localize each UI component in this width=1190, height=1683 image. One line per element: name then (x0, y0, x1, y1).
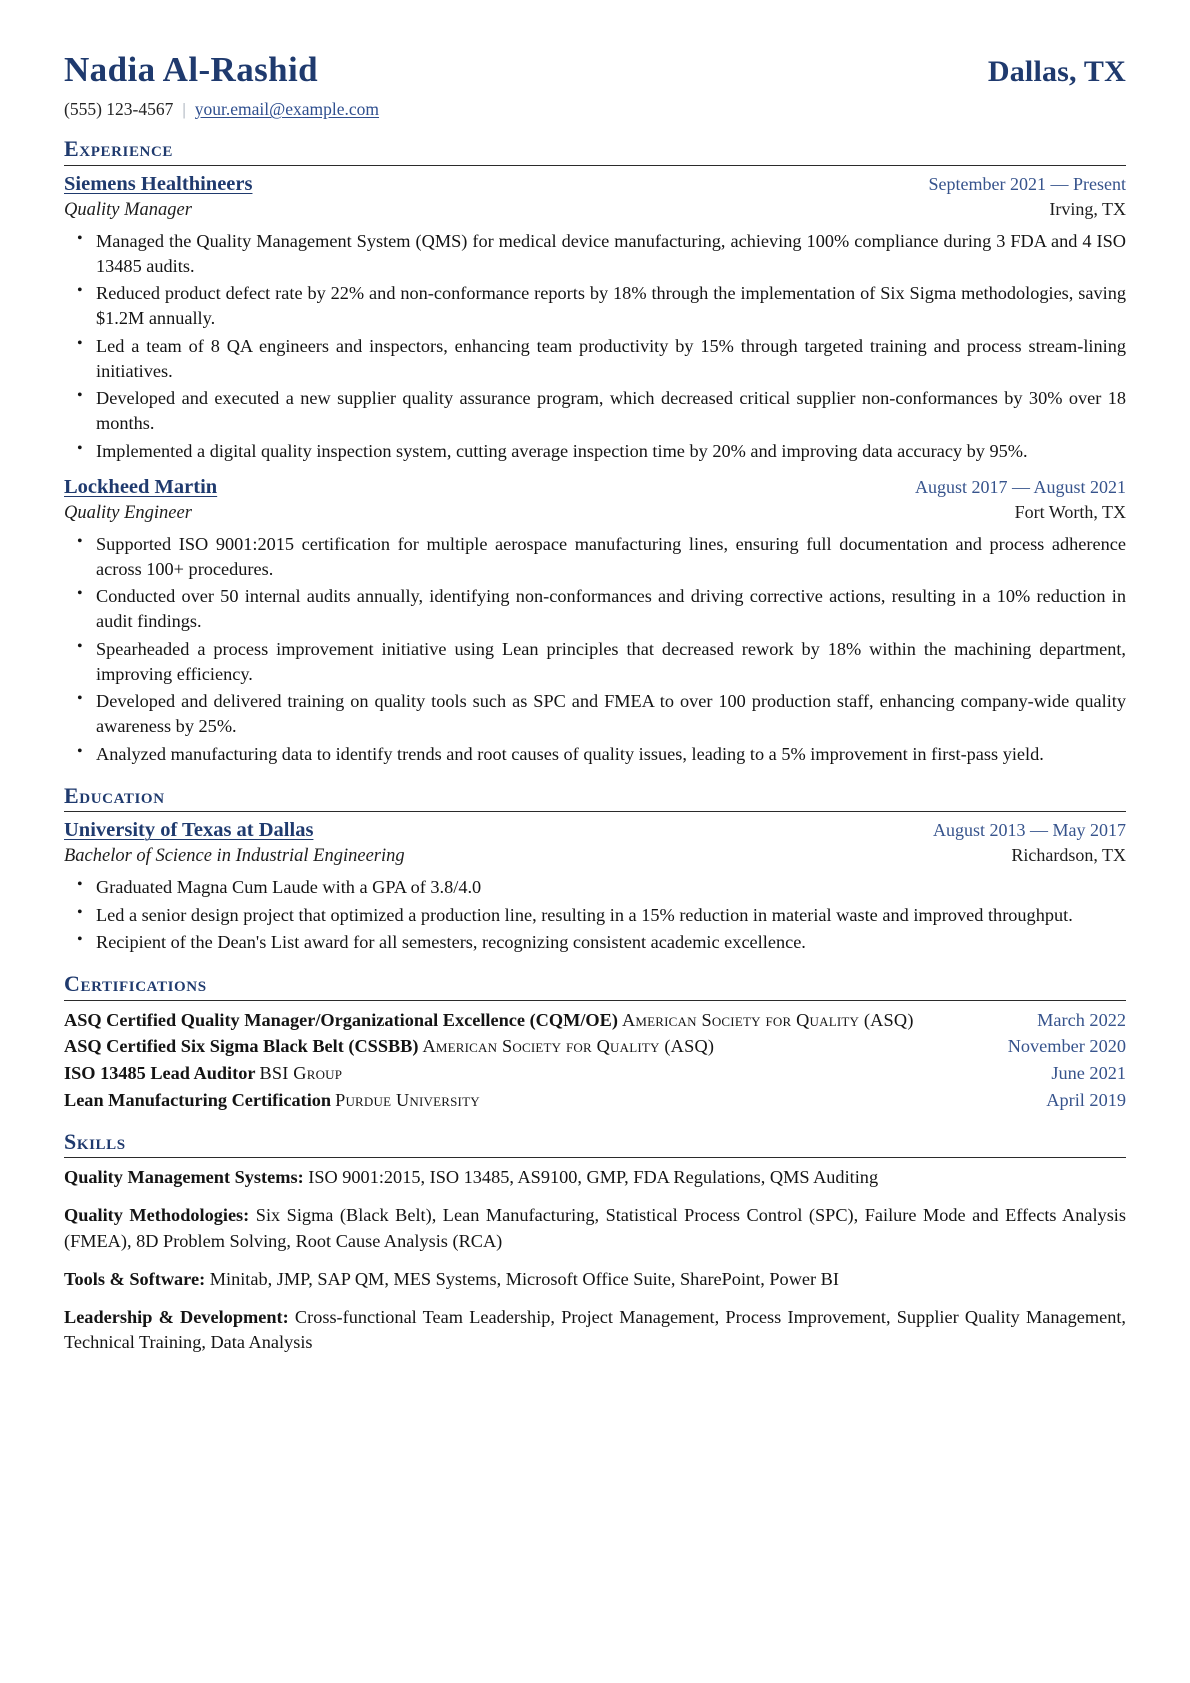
section-divider (64, 165, 1126, 166)
contact-separator: | (182, 100, 186, 119)
education-entries (64, 819, 1126, 955)
certification-issuer: American Society for Quality (ASQ) (422, 1036, 715, 1057)
certification-main (64, 1088, 1032, 1113)
certification-main (64, 1061, 1037, 1086)
skill-category: Tools & Software: (64, 1268, 206, 1289)
certification-issuer: BSI Group (259, 1063, 343, 1084)
entry-header-row (64, 476, 1126, 499)
entry-subheader-row (64, 502, 1126, 524)
certification-date: November 2020 (1007, 1036, 1126, 1057)
skill-items: ISO 9001:2015, ISO 13485, AS9100, GMP, FDA Regulations, QMS Auditing (308, 1167, 879, 1188)
certification-date: March 2022 (1037, 1009, 1126, 1030)
bullet-item: • Implemented a digital quality inspection system, cutting average inspection time by 20% and improving data accuracy by 95%. (94, 439, 1126, 464)
bullet-item: • Reduced product defect rate by 22% and non-conformance reports by 18% through the implementation of Six Sigma methodologies, saving $1.2M annually. (94, 281, 1126, 331)
section-skills (64, 1130, 1126, 1356)
certification-row (64, 1088, 1126, 1113)
resume-entry (64, 819, 1126, 955)
certification-entries (64, 1008, 1126, 1113)
entry-header-row (64, 173, 1126, 196)
email-link[interactable]: your.email@example.com (194, 99, 380, 119)
entry-role-title: Bachelor of Science in Industrial Engineering (64, 846, 405, 867)
skill-category: Leadership & Development: (64, 1307, 289, 1328)
certification-issuer: Purdue University (335, 1089, 480, 1110)
skill-category: Quality Management Systems: (64, 1167, 304, 1188)
skill-items: Cross-functional Team Leadership, Project Management, Process Improvement, Supplier Quality Management, Technical Training, Data Analysis (64, 1307, 1126, 1353)
section-title-experience: Experience (64, 136, 174, 161)
section-divider (64, 1157, 1126, 1158)
entry-location: Irving, TX (1049, 198, 1126, 219)
entry-subheader-row (64, 845, 1126, 867)
entry-location: Fort Worth, TX (1014, 501, 1126, 522)
certification-row (64, 1061, 1126, 1086)
bullet-item: • Recipient of the Dean's List award for all semesters, recognizing consistent academic excellence. (94, 930, 1126, 955)
entry-bullet-list (64, 875, 1126, 955)
bullet-item: • Conducted over 50 internal audits annually, identifying non-conformances and driving corrective actions, resulting in a 10% reduction in audit findings. (94, 584, 1126, 634)
entry-bullet-list (64, 229, 1126, 464)
bullet-item: • Analyzed manufacturing data to identify trends and root causes of quality issues, leading to a 5% improvement in first-pass yield. (94, 742, 1126, 767)
certification-name: Lean Manufacturing Certification (64, 1089, 332, 1110)
entry-organization[interactable]: University of Texas at Dallas (64, 819, 314, 842)
resume-entry (64, 173, 1126, 464)
certification-issuer: American Society for Quality (ASQ) (621, 1009, 914, 1030)
certification-name: ASQ Certified Quality Manager/Organizational Excellence (CQM/OE) (64, 1009, 618, 1030)
bullet-item: • Led a senior design project that optimized a production line, resulting in a 15% reduction in material waste and improved throughput. (94, 903, 1126, 928)
entry-header-row (64, 819, 1126, 842)
certification-date: April 2019 (1046, 1089, 1126, 1110)
phone-number: (555) 123-4567 (64, 99, 174, 119)
entry-subheader-row (64, 199, 1126, 221)
entry-role-title: Quality Manager (64, 199, 192, 220)
certification-main (64, 1008, 1023, 1033)
section-divider (64, 1000, 1126, 1001)
certification-row (64, 1034, 1126, 1059)
bullet-item: • Developed and executed a new supplier quality assurance program, which decreased critical supplier non-conformances by 30% over 18 months. (94, 386, 1126, 436)
section-title-education: Education (64, 782, 165, 808)
experience-entries (64, 173, 1126, 767)
certification-name: ASQ Certified Six Sigma Black Belt (CSSBB) (64, 1036, 419, 1057)
section-title-skills: Skills (64, 1128, 126, 1154)
entry-date-range: August 2013 — May 2017 (933, 820, 1126, 841)
entry-date-range: September 2021 — Present (928, 173, 1126, 194)
bullet-item: • Graduated Magna Cum Laude with a GPA of 3.8/4.0 (94, 875, 1126, 900)
entry-organization[interactable]: Lockheed Martin (64, 475, 218, 498)
section-certifications (64, 972, 1126, 1112)
entry-bullet-list (64, 532, 1126, 767)
skill-row (64, 1203, 1126, 1253)
skill-items: Minitab, JMP, SAP QM, MES Systems, Microsoft Office Suite, SharePoint, Power BI (209, 1268, 839, 1289)
resume-entry (64, 476, 1126, 767)
section-divider (64, 811, 1126, 812)
skill-row (64, 1165, 1126, 1190)
section-experience (64, 137, 1126, 767)
entry-role-title: Quality Engineer (64, 502, 192, 523)
skill-items: Six Sigma (Black Belt), Lean Manufacturing, Statistical Process Control (SPC), Failure Mode and Effects Analysis (FMEA), 8D Problem Solving, Root Cause Analysis (RCA) (64, 1205, 1126, 1251)
skill-row (64, 1305, 1126, 1355)
bullet-item: • Supported ISO 9001:2015 certification for multiple aerospace manufacturing lines, ensuring full documentation and process adherence across 100+ procedures. (94, 532, 1126, 582)
bullet-item: • Developed and delivered training on quality tools such as SPC and FMEA to over 100 production staff, enhancing company-wide quality awareness by 25%. (94, 689, 1126, 739)
resume-header (64, 50, 1126, 90)
entry-location: Richardson, TX (1011, 845, 1126, 866)
candidate-location: Dallas, TX (987, 55, 1126, 88)
entry-date-range: August 2017 — August 2021 (914, 476, 1126, 497)
certification-date: June 2021 (1051, 1063, 1126, 1084)
certification-row (64, 1008, 1126, 1033)
certification-main (64, 1034, 994, 1059)
bullet-item: • Spearheaded a process improvement initiative using Lean principles that decreased rework by 18% within the machining department, improving efficiency. (94, 637, 1126, 687)
candidate-name: Nadia Al-Rashid (64, 50, 318, 89)
entry-organization[interactable]: Siemens Healthineers (64, 172, 253, 195)
section-education (64, 784, 1126, 955)
contact-line (64, 99, 1126, 120)
bullet-item: • Managed the Quality Management System (QMS) for medical device manufacturing, achieving 100% compliance during 3 FDA and 4 ISO 13485 audits. (94, 229, 1126, 279)
skill-entries (64, 1165, 1126, 1355)
certification-name: ISO 13485 Lead Auditor (64, 1063, 256, 1084)
skill-category: Quality Methodologies: (64, 1205, 250, 1226)
section-title-certifications: Certifications (64, 971, 207, 997)
bullet-item: • Led a team of 8 QA engineers and inspectors, enhancing team productivity by 15% through targeted training and process stream-lining initiatives. (94, 334, 1126, 384)
skill-row (64, 1267, 1126, 1292)
